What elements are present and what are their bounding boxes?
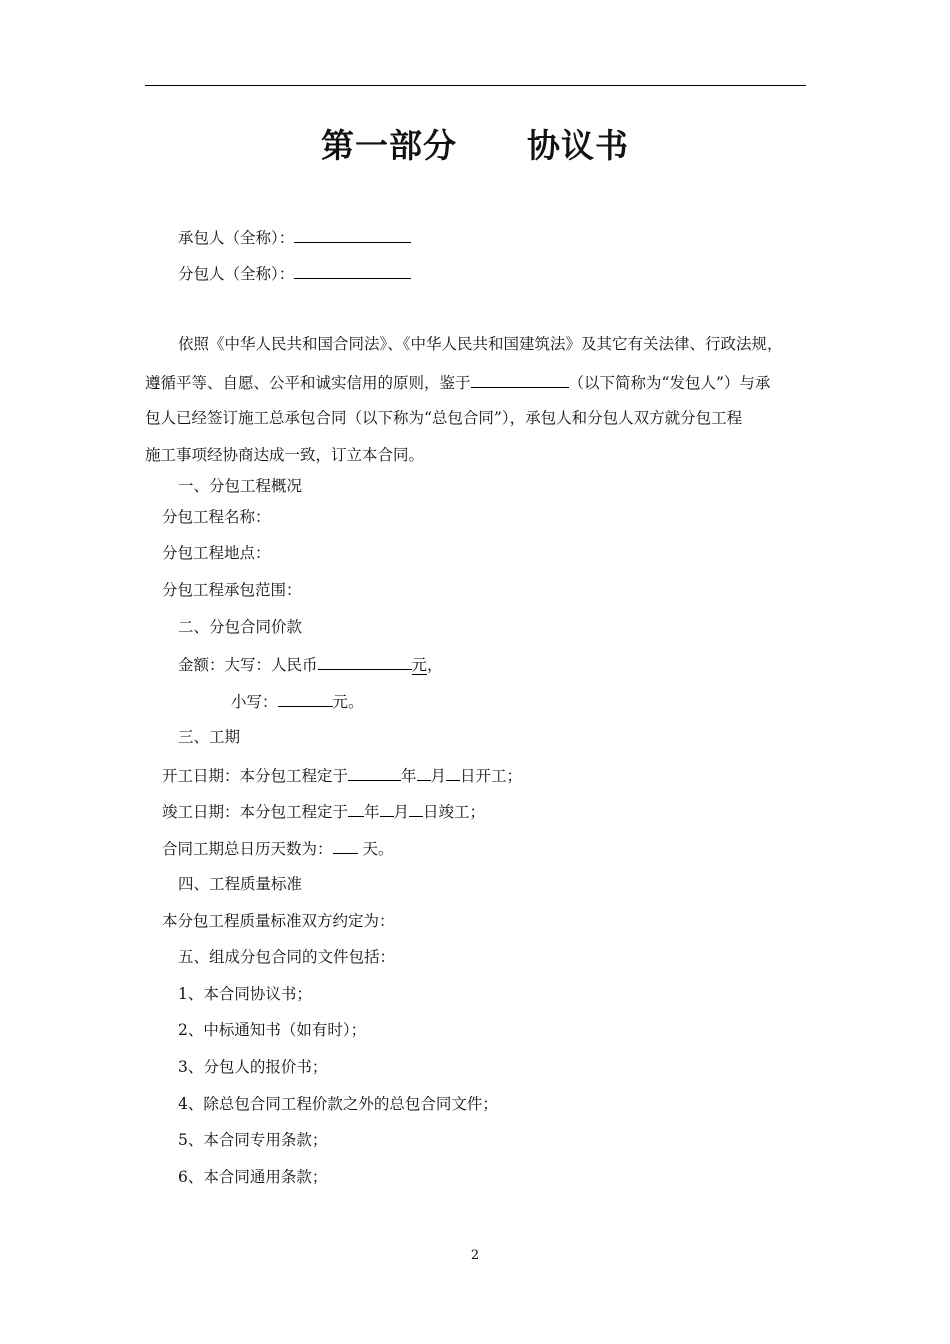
contractor-label: 承包人（全称）： [178,229,295,247]
intro-paragraph [145,334,807,474]
title-name: 协议书 [527,126,629,165]
document-list-item: 1、本合同协议书； [178,985,312,1003]
intro-line-2: 遵循平等、自愿、公平和诚实信用的原则，鉴于 （以下简称为“发包人”）与承 [145,371,770,393]
contractor-line [178,226,411,248]
section2-heading: 二、分包合同价款 [178,618,303,636]
section3-heading: 三、工期 [178,728,241,746]
page-number: 2 [470,1248,480,1263]
employer-blank [471,371,569,388]
intro-line-1: 依照《中华人民共和国合同法》、《中华人民共和国建筑法》及其它有关法律、行政法规， [178,335,783,353]
amount-capital-line: 金额：大写：人民币 元， [178,653,443,675]
quality-standard-field: 本分包工程质量标准双方约定为： [162,912,395,930]
section4-heading: 四、工程质量标准 [178,875,303,893]
total-days-blank [333,837,358,854]
section5-heading: 五、组成分包合同的文件包括： [178,948,396,966]
project-scope-field: 分包工程承包范围： [162,581,302,599]
end-day-blank [409,800,423,817]
page-title [0,120,950,167]
project-name-field: 分包工程名称： [162,508,271,526]
document-list-item: 6、本合同通用条款； [178,1168,328,1186]
project-location-field: 分包工程地点： [162,544,271,562]
document-list-item: 5、本合同专用条款； [178,1131,328,1149]
title-part: 第一部分 [321,126,457,165]
subcontractor-blank [294,262,411,279]
end-date-line: 竣工日期：本分包工程定于 年 月 日竣工； [162,800,485,822]
document-list-item: 4、除总包合同工程价款之外的总包合同文件； [178,1095,498,1113]
end-year-blank [348,800,364,817]
document-list-item: 2、中标通知书（如有时）； [178,1021,367,1039]
end-month-blank [380,800,394,817]
amount-small-blank [278,690,333,707]
total-days-line: 合同工期总日历天数为： 天。 [162,837,393,859]
contractor-blank [294,226,411,243]
start-month-blank [417,764,431,781]
amount-small-line: 小写： 元。 [231,690,364,712]
section1-heading: 一、分包工程概况 [178,477,303,495]
start-date-line: 开工日期：本分包工程定于 年 月 日开工； [162,764,522,786]
subcontractor-line [178,262,411,284]
header-rule [145,85,806,86]
amount-capital-blank [318,653,412,670]
intro-line-4: 施工事项经协商达成一致，订立本合同。 [145,446,425,464]
intro-line-3: 包人已经签订施工总承包合同（以下称为“总包合同”），承包人和分包人双方就分包工程 [145,409,743,427]
subcontractor-label: 分包人（全称）： [178,265,295,283]
start-year-blank [348,764,401,781]
document-list-item: 3、分包人的报价书； [178,1058,328,1076]
start-day-blank [446,764,460,781]
